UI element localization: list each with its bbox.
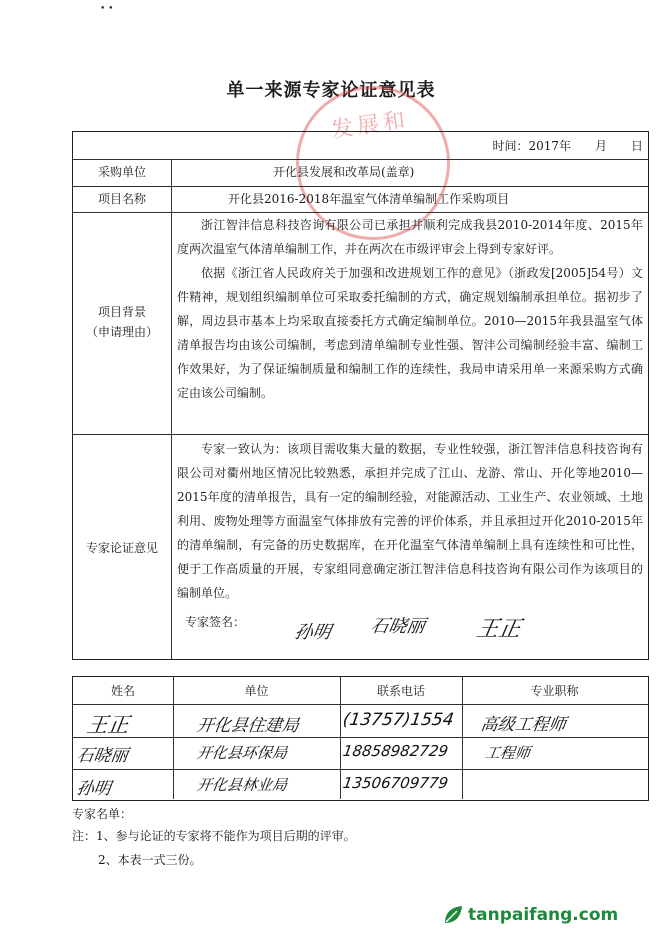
project-name-label: 项目名称 — [97, 192, 146, 206]
background-paragraph-2: 依据《浙江省人民政府关于加强和改进规划工作的意见》（浙政发[2005]54号）文件精神，规划组织编制单位可采取委托编制的方式，确定规划编制承担单位。据初步了解，周边县市基本上均采取直接委托方式确定编制单位。2010—2015年我县温室气体清单报告均由该公司编制，考虑到清单编制专业性强、智沣公司编制经验丰富、编制工作效果好，为了保证编制质量和编制工作的连续性，我局申请采用单一来源采购方式确定由该公司编制。 — [177, 266, 643, 400]
top-marks: • • — [100, 4, 114, 14]
page-title: 单一来源专家论证意见表 — [226, 80, 436, 101]
background-text — [177, 213, 643, 405]
purchaser-label: 采购单位 — [97, 165, 146, 179]
row1-name: 王正 — [85, 713, 131, 737]
expert-sign-label: 专家签名： — [185, 615, 246, 629]
row2-phone: 18858982729 — [341, 742, 450, 760]
header-name: 姓名 — [110, 684, 135, 698]
row1-phone: (13757)1554 — [341, 710, 456, 730]
header-unit: 单位 — [244, 684, 269, 698]
row3-phone: 13506709779 — [341, 774, 450, 792]
row2-title: 工程师 — [483, 744, 532, 762]
seal-text: 发展和 — [329, 107, 411, 144]
background-label: 项目背景 — [97, 305, 146, 319]
expert-paragraph: 专家一致认为：该项目需收集大量的数据，专业性较强，浙江智沣信息科技咨询有限公司对衢州地区情况比较熟悉，承担并完成了江山、龙游、常山、开化等地2010—2015年度的清单报告，具有一定的编制经验，对能源活动、工业生产、农业领域、土地利用、废物处理等方面温室气体排放有完善的评价体系，并且承担过开化2010-2015年的清单编制，有完备的历史数据库，在开化温室气体清单编制上具有连续性和可比性，便于工作高质量的开展，专家组同意确定浙江智沣信息科技咨询有限公司作为该项目的编制单位。 — [177, 442, 643, 600]
signature-1: 孙明 — [292, 622, 333, 643]
date-field: 时间：2017年 月 日 — [492, 139, 643, 153]
row2-name: 石晓丽 — [75, 746, 130, 766]
expert-opinion-text — [177, 437, 643, 605]
row1-unit: 开化县住建局 — [195, 716, 301, 736]
purchaser-value: 开化县发展和改革局(盖章) — [273, 165, 415, 179]
header-title: 专业职称 — [530, 684, 579, 698]
background-paragraph-1: 浙江智沣信息科技咨询有限公司已承担并顺利完成我县2010-2014年度、2015年度两次温室气体清单编制工作，并在两次在市级评审会上得到专家好评。 — [177, 218, 643, 256]
form-table — [72, 131, 649, 660]
expert-list-label: 专家名单： — [72, 807, 133, 821]
leaf-icon — [442, 904, 464, 926]
row1-title: 高级工程师 — [479, 715, 568, 735]
row3-name: 孙明 — [75, 779, 113, 799]
row3-unit: 开化县林业局 — [195, 776, 289, 794]
note-1: 注：1、参与论证的专家将不能作为项目后期的评审。 — [72, 829, 356, 843]
project-name-value: 开化县2016-2018年温室气体清单编制工作采购项目 — [228, 192, 510, 206]
row2-unit: 开化县环保局 — [195, 744, 289, 762]
signature-2: 石晓丽 — [368, 616, 427, 637]
note-2: 2、本表一式三份。 — [98, 853, 202, 867]
background-sublabel: （申请理由） — [85, 325, 158, 339]
expert-opinion-label: 专家论证意见 — [85, 541, 158, 555]
signature-3: 王正 — [474, 617, 523, 642]
experts-table — [72, 676, 649, 801]
site-logo: tanpaifang.com — [468, 905, 619, 925]
header-phone: 联系电话 — [376, 684, 425, 698]
